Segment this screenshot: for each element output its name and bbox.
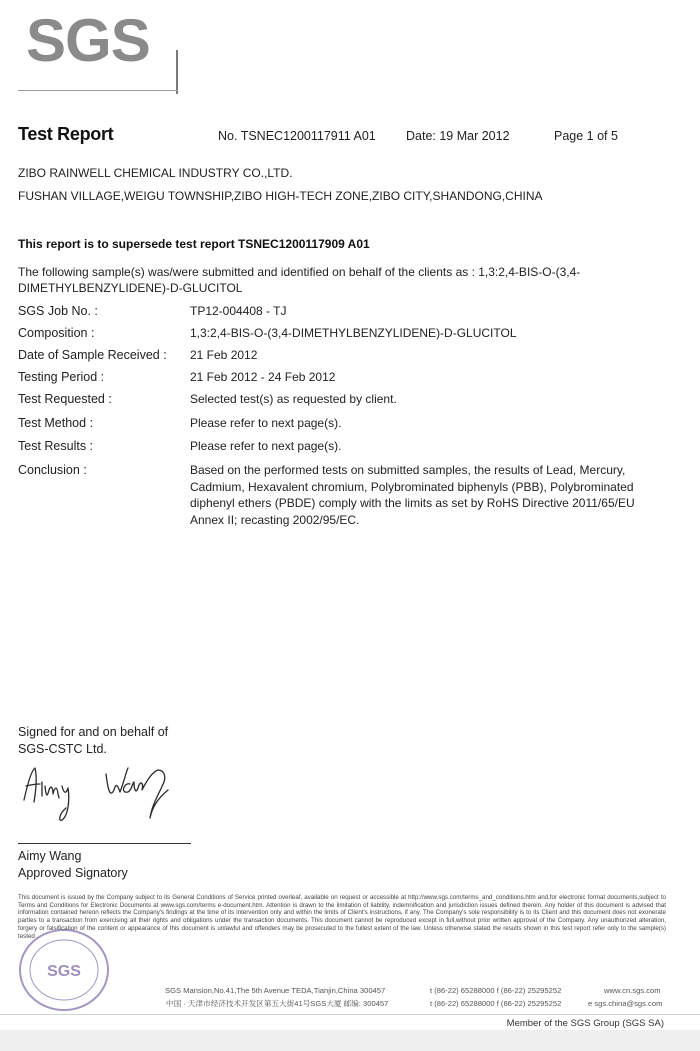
stamp-label: SGS <box>47 963 81 980</box>
field-label-composition: Composition : <box>18 326 95 340</box>
sgs-logo <box>18 7 178 94</box>
field-label-test-method: Test Method : <box>18 416 94 430</box>
group-membership: Member of the SGS Group (SGS SA) <box>506 1018 664 1029</box>
signature-line <box>18 843 191 844</box>
field-label-testing-period: Testing Period : <box>18 370 105 384</box>
phone-fax-english: t (86-22) 65288000 f (86-22) 25295252 <box>430 986 562 995</box>
field-value-job-no: TP12-004408 - TJ <box>190 304 287 318</box>
signatory <box>18 848 128 882</box>
field-value-conclusion: Based on the performed tests on submitted samples, the results of Lead, Mercury, Cadmium, Hexavalent chromium, Polybrominated biphenyls (PBB), Polybrominated diphenyl ethers (PBDE) comply with the limits as set by RoHS Directive 2011/65/EU Annex II; recasting 2002/95/EC. <box>190 463 635 527</box>
client-address: FUSHAN VILLAGE,WEIGU TOWNSHIP,ZIBO HIGH-TECH ZONE,ZIBO CITY,SHANDONG,CHINA <box>18 189 543 203</box>
field-label-test-results: Test Results : <box>18 439 94 453</box>
signatory-title: Approved Signatory <box>18 866 128 880</box>
logo-rule-horizontal <box>18 90 178 91</box>
signed-for-text: Signed for and on behalf of <box>18 725 169 739</box>
signing-company: SGS-CSTC Ltd. <box>18 742 107 756</box>
legal-disclaimer: This document is issued by the Company subject to its General Conditions of Service printed overleaf, available on request or accessible at http://www.sgs.com/terms_and_conditions.htm and,for electronic format documents,subject to Terms and Conditions for Electronic Documents at www.sgs.com/terms e-document.htm. Attention is drawn to the limitation of liability, indemnification and jurisdiction issues defined therein. Any holder of this document is advised that information contained hereon reflects the Company's findings at the time of its intervention only and within the limits of Client's instructions, if any. The Company's sole responsibility is to its Client and this document does not exonerate parties to a transaction from exercising all their rights and obligations under the transaction documents. This document cannot be reproduced except in full,without prior written approval of the Company. Any unauthorized alteration, forgery or falsification of the content or appearance of this document is unlawful and offenders may be prosecuted to the fullest extent of the law. Unless otherwise stated the results shown in this test report refer only to the sample(s) tested . <box>18 894 666 940</box>
report-date: Date: 19 Mar 2012 <box>406 129 510 143</box>
signed-on-behalf <box>18 724 238 758</box>
field-value-testing-period: 21 Feb 2012 - 24 Feb 2012 <box>190 370 336 384</box>
field-value-composition: 1,3:2,4-BIS-O-(3,4-DIMETHYLBENZYLIDENE)-D-GLUCITOL <box>190 326 517 340</box>
page-number: Page 1 of 5 <box>554 129 618 143</box>
field-value-test-requested: Selected test(s) as requested by client. <box>190 392 397 406</box>
handwritten-signature <box>18 760 198 842</box>
field-label-job-no: SGS Job No. : <box>18 304 98 318</box>
report-title: Test Report <box>18 124 114 144</box>
field-value-date-received: 21 Feb 2012 <box>190 348 258 362</box>
email: e sgs.china@sgs.com <box>588 999 663 1008</box>
company-stamp <box>16 926 126 1016</box>
footer-bar <box>0 1030 700 1051</box>
client-name: ZIBO RAINWELL CHEMICAL INDUSTRY CO.,LTD. <box>18 166 293 180</box>
field-label-date-received: Date of Sample Received : <box>18 348 167 362</box>
field-value-test-method: Please refer to next page(s). <box>190 416 342 430</box>
field-value-test-results: Please refer to next page(s). <box>190 439 342 453</box>
address-english: SGS Mansion,No.41,The 5th Avenue TEDA,Tianjin,China 300457 <box>165 986 386 995</box>
supersede-notice: This report is to supersede test report TSNEC1200117909 A01 <box>18 237 370 251</box>
phone-fax-chinese: t (86-22) 65288000 f (86-22) 25295252 <box>430 999 562 1008</box>
signatory-name: Aimy Wang <box>18 849 82 863</box>
field-label-conclusion: Conclusion : <box>18 463 87 477</box>
field-label-test-requested: Test Requested : <box>18 392 112 406</box>
logo-text: SGS <box>26 7 150 74</box>
report-number: No. TSNEC1200117911 A01 <box>218 129 376 143</box>
sample-intro: The following sample(s) was/were submitted and identified on behalf of the clients as : 1,3:2,4-BIS-O-(3,4-DIMETHYLBENZYLIDENE)-D-GLUCITOL <box>18 265 581 295</box>
website: www.cn.sgs.com <box>604 986 661 995</box>
logo-rule-vertical <box>176 50 178 94</box>
footer-divider <box>0 1014 700 1015</box>
address-chinese: 中国 · 天津市经济技术开发区第五大街41号SGS大厦 邮编: 300457 <box>166 999 389 1008</box>
